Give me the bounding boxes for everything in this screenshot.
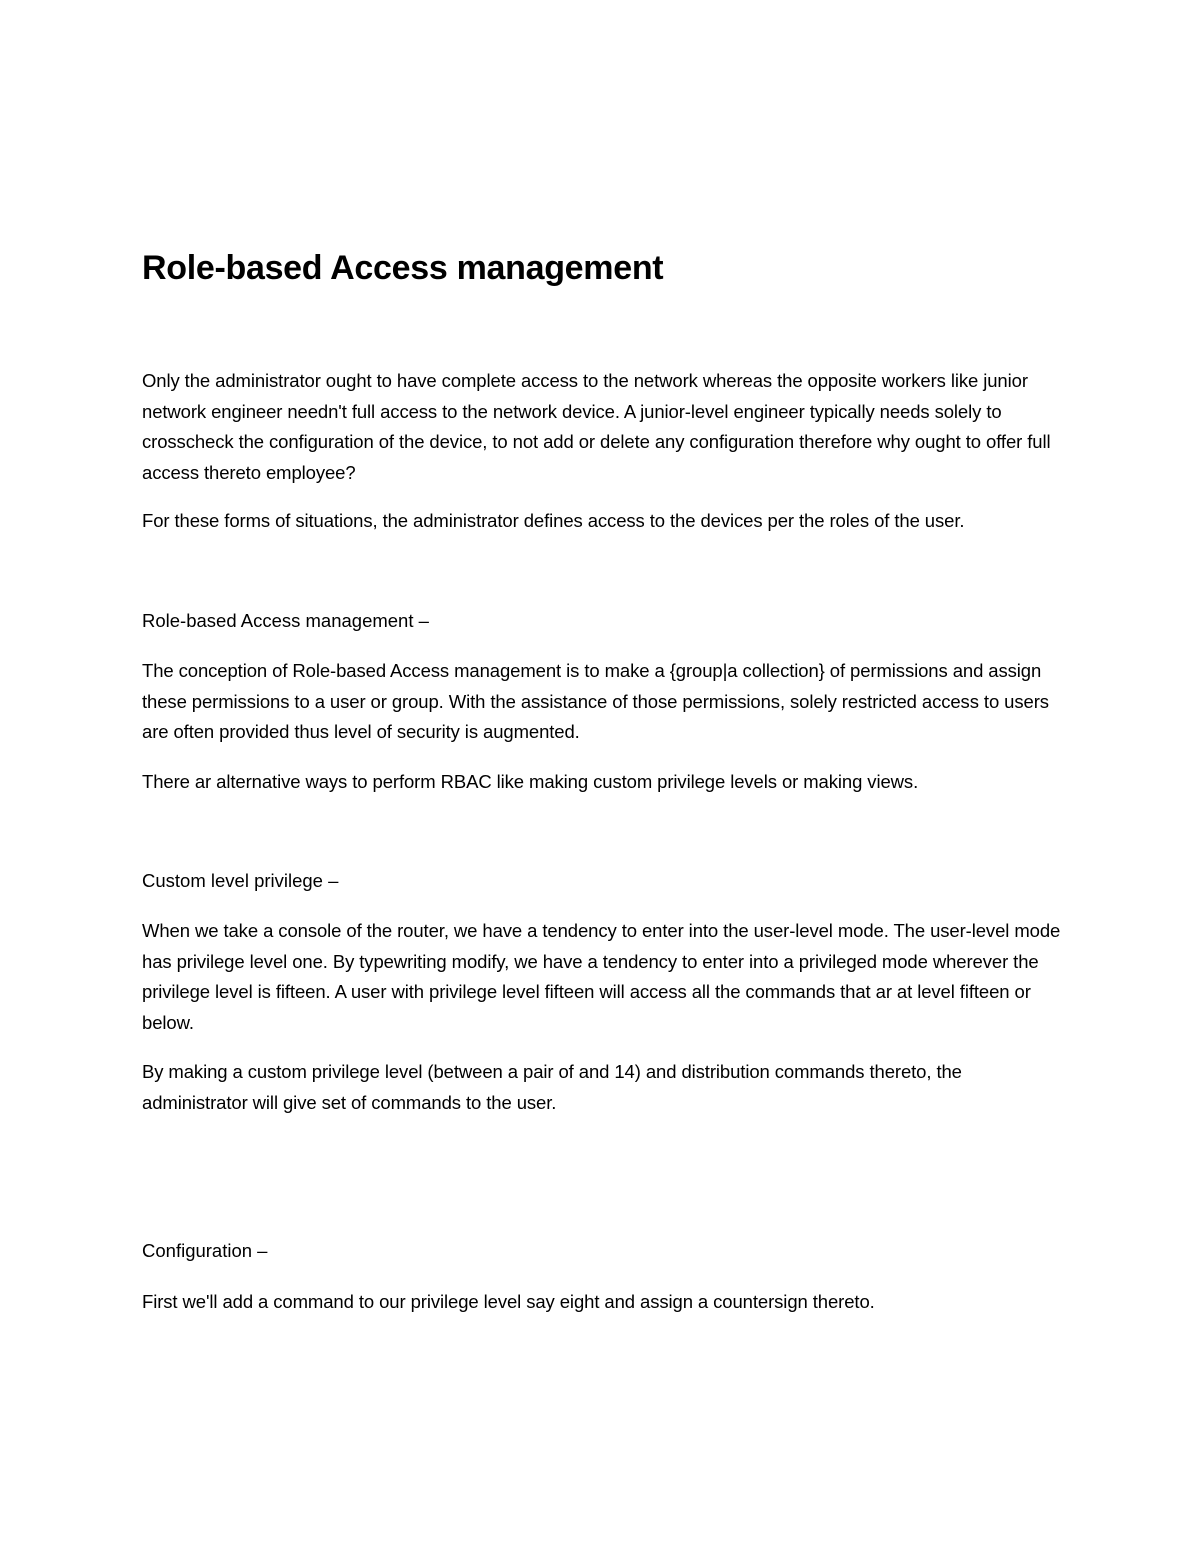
rbac-concept-paragraph: The conception of Role-based Access management is to make a {group|a collection} of permissions and assign these permissions to a user or group. With the assistance of those permissions, solely restricted access to users are often provided thus level of security is augmented. [142,660,1049,742]
intro-paragraph: Only the administrator ought to have complete access to the network whereas the opposite workers like junior network engineer needn't full access to the network device. A junior-level engineer typically needs solely to crosscheck the configuration of the device, to not add or delete any configuration therefore why ought to offer full access thereto employee? [142,370,1051,483]
configuration-heading: Configuration – [142,1240,268,1261]
roles-paragraph: For these forms of situations, the administrator defines access to the devices per the roles of the user. [142,510,965,531]
rbac-ways-paragraph: There ar alternative ways to perform RBAC like making custom privilege levels or making views. [142,771,919,792]
custom-privilege-heading: Custom level privilege – [142,870,339,891]
rbac-heading: Role-based Access management – [142,610,429,631]
custom-level-paragraph: By making a custom privilege level (between a pair of and 14) and distribution commands thereto, the administrator will give set of commands to the user. [142,1061,962,1113]
user-level-mode-paragraph: When we take a console of the router, we have a tendency to enter into the user-level mode. The user-level mode has privilege level one. By typewriting modify, we have a tendency to enter into a privileged mode wherever the privilege level is fifteen. A user with privilege level fifteen will access all the commands that ar at level fifteen or below. [142,920,1061,1033]
configuration-paragraph: First we'll add a command to our privilege level say eight and assign a countersign thereto. [142,1291,875,1312]
document-title: Role-based Access management [142,249,664,287]
